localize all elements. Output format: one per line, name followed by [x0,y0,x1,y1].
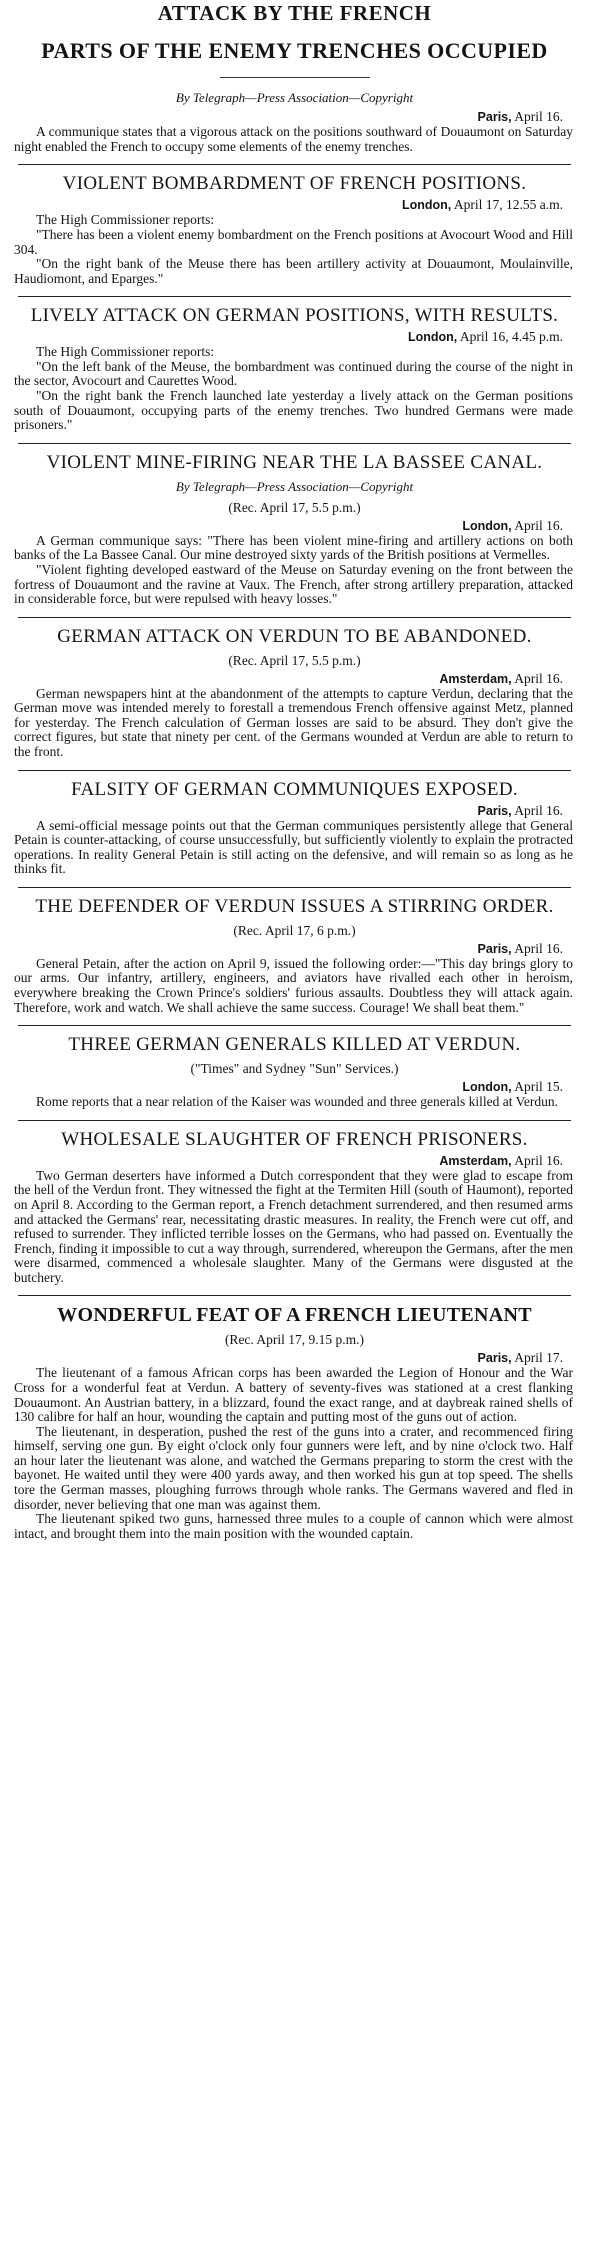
section-divider [18,296,571,297]
section-title: THREE GERMAN GENERALS KILLED AT VERDUN. [68,1034,521,1056]
dateline-date: April 16, 4.45 p.m. [459,329,563,345]
article-body [14,213,573,286]
dateline [0,1153,563,1169]
dateline-place: London, [401,198,452,213]
section-title: VIOLENT BOMBARDMENT OF FRENCH POSITIONS. [62,173,527,195]
dateline [0,518,563,534]
section-title: WHOLESALE SLAUGHTER OF FRENCH PRISONERS. [61,1128,528,1150]
received-time: (Rec. April 17, 9.15 p.m.) [224,1332,365,1348]
dateline [0,803,563,819]
dateline-date: April 17, 12.55 a.m. [453,197,563,213]
dateline [0,1350,563,1366]
dateline-place: Paris, [477,941,512,956]
article-french-lieutenant [0,1304,589,1541]
section-byline: By Telegraph—Press Association—Copyright [175,478,414,494]
dateline-place: London, [407,330,458,345]
article-body [14,1169,573,1286]
paragraph: Two German deserters have informed a Dutch correspondent that they were glad to escape from the hell of the Verdun front. They witnessed the fight at the Termiten Hill (south of Haumont), reported on April 8. According to the German report, a French detachment surrendered, and then resumed arms and attacked the Germans' rear, necessitating drastic measures. In reality, the French were cut off, and refused to surrender. They inflicted terrible losses on the Germans, who had passed on. Eventually the French, finding it impossible to cut a way through, surrendered, whereupon the Germans, after the men were disarmed, commenced a wholesale slaughter. Many of the Germans were disgusted at the butchery. [14,1167,573,1285]
article-body [14,1095,573,1110]
dateline-place: Amsterdam, [439,671,512,686]
dateline-date: April 16. [514,670,563,686]
section-divider [18,1295,571,1296]
article-mine-firing [0,452,589,607]
article-body [14,345,573,432]
received-time: (Rec. April 17, 5.5 p.m.) [228,652,361,668]
dateline-place: London, [462,1080,512,1095]
section-title: FALSITY OF GERMAN COMMUNIQUES EXPOSED. [71,778,518,800]
dateline-place: Paris, [477,110,512,125]
dateline [0,941,563,957]
received-time: (Rec. April 17, 5.5 p.m.) [228,499,361,515]
dateline-place: London, [462,518,512,533]
paragraph: German newspapers hint at the abandonment of the attempts to capture Verdun, declaring that the German move was intended merely to forestall a tremendous French offensive against Metz, planned for yesterday. The French calculation of German losses are said to be absurd. They don't give the correct figures, but state that ninety per cent. of the Germans wounded at Verdun are able to return to the front. [14,685,573,759]
article-intro [0,109,589,154]
dateline-place: Amsterdam, [439,1153,512,1168]
paragraph: The lieutenant spiked two guns, harnessed three mules to a couple of cannon which were almost intact, and brought them into the main position with the wounded captain. [14,1511,573,1541]
section-divider [18,770,571,771]
article-body [14,534,573,607]
paragraph: The High Commissioner reports: [36,212,215,228]
section-divider [18,617,571,618]
article-violent-bombardment [0,173,589,286]
article-generals-killed [0,1034,589,1110]
dateline-date: April 15. [514,1079,563,1095]
article-body [14,125,573,154]
dateline [0,671,563,687]
section-title: WONDERFUL FEAT OF A FRENCH LIEUTENANT [57,1304,532,1327]
paragraph: The High Commissioner reports: [36,344,215,360]
paragraph: "There has been a violent enemy bombardment on the French positions at Avocourt Wood and Hill 304. [14,227,573,257]
dateline [0,329,563,345]
paragraph: The lieutenant of a famous African corps has been awarded the Legion of Honour and the War Cross for a wonderful feat at Verdun. A battery of seventy-fives was stationed at a crest flanking Douaumont. An Austrian battery, in a blizzard, found the exact range, and at daybreak rained shells of 130 calibre for half an hour, wounding the captain and putting most of the guns out of action. [14,1365,573,1425]
dateline-date: April 17. [514,1350,563,1366]
paragraph: The lieutenant, in desperation, pushed the rest of the guns into a crater, and recommenced firing himself, serving one gun. By eight o'clock only four gunners were left, and by nine o'clock two. Half an hour later the lieutenant was alone, and watched the Germans preparing to storm the crest with the bayonet. He waited until they were 400 yards away, and then worked his gun at top speed. The shells tore the German masses, ploughing furrows through whole ranks. The Germans wavered and fled in disorder, never believing that one man was against them. [14,1423,573,1512]
paragraph: "On the right bank the French launched late yesterday a lively attack on the German positions south of Douaumont, occupying parts of the enemy trenches. Two hundred Germans were made prisoners." [14,388,573,433]
dateline [0,109,563,125]
article-body [14,957,573,1015]
article-falsity [0,779,589,877]
dateline [0,197,563,213]
section-title: VIOLENT MINE-FIRING NEAR THE LA BASSEE CANAL. [46,451,543,473]
headline-divider [220,77,370,78]
section-divider [18,887,571,888]
paragraph: A German communique says: "There has been violent mine-firing and artillery actions on both banks of the La Bassee Canal. Our mine destroyed sixty yards of the British positions at Vermelles. [14,532,573,563]
sub-headline: PARTS OF THE ENEMY TRENCHES OCCUPIED [41,38,548,64]
article-body [14,1366,573,1541]
dateline-date: April 16. [514,109,563,125]
paragraph: General Petain, after the action on April 9, issued the following order:—"This day brings glory to our arms. Our infantry, artillery, engineers, and aviators have rivalled each other in heroism, everywhere breaking the Crown Prince's soldiers' furious assaults. Doubtless they will attack again. Therefore, work and watch. We shall achieve the same success. Courage! We shall beat them." [14,955,573,1015]
article-lively-attack [0,305,589,432]
section-title: GERMAN ATTACK ON VERDUN TO BE ABANDONED. [57,625,532,647]
article-body [14,687,573,760]
section-divider [18,164,571,165]
dateline-date: April 16. [514,802,563,818]
dateline-date: April 16. [514,517,563,533]
dateline [0,1079,563,1095]
article-stirring-order [0,896,589,1015]
paragraph: A communique states that a vigorous attack on the positions southward of Douaumont on Saturday night enabled the French to occupy some elements of the enemy trenches. [14,124,573,154]
paragraph: A semi-official message points out that the German communiques persistently allege that General Petain is counter-attacking, of course unsuccessfully, but sufficiently violently to explain the protracted operations. In reality General Petain is still acting on the defensive, and will remain so as long as he thinks fit. [14,817,573,877]
dateline-date: April 16. [514,1152,563,1168]
section-title: LIVELY ATTACK ON GERMAN POSITIONS, WITH RESULTS. [30,305,559,327]
section-divider [18,1120,571,1121]
dateline-place: Paris, [477,803,512,818]
article-verdun-abandoned [0,626,589,760]
article-body [14,819,573,877]
section-title: THE DEFENDER OF VERDUN ISSUES A STIRRING ORDER. [35,895,554,917]
article-slaughter [0,1129,589,1286]
main-headline: ATTACK BY THE FRENCH [157,1,432,25]
section-divider [18,443,571,444]
dateline-place: Paris, [477,1351,512,1366]
section-divider [18,1025,571,1026]
paragraph: "On the left bank of the Meuse, the bombardment was continued during the course of the night in the sector, Avocourt and Caurettes Wood. [14,358,573,389]
received-time: (Rec. April 17, 6 p.m.) [233,922,356,938]
paragraph: "Violent fighting developed eastward of the Meuse on Saturday evening on the front between the fortress of Douaumont and the ravine at Vaux. The French, after strong artillery preparation, attacked in considerable force, but were repulsed with heavy losses." [14,561,573,607]
dateline-date: April 16. [514,940,563,956]
top-byline: By Telegraph—Press Association—Copyright [175,90,414,106]
paragraph: "On the right bank of the Meuse there has been artillery activity at Douaumont, Moulainville, Haudiomont, and Eparges." [14,256,573,286]
paragraph: Rome reports that a near relation of the Kaiser was wounded and three generals killed at Verdun. [36,1094,558,1110]
received-time: ("Times" and Sydney "Sun" Services.) [190,1061,399,1077]
